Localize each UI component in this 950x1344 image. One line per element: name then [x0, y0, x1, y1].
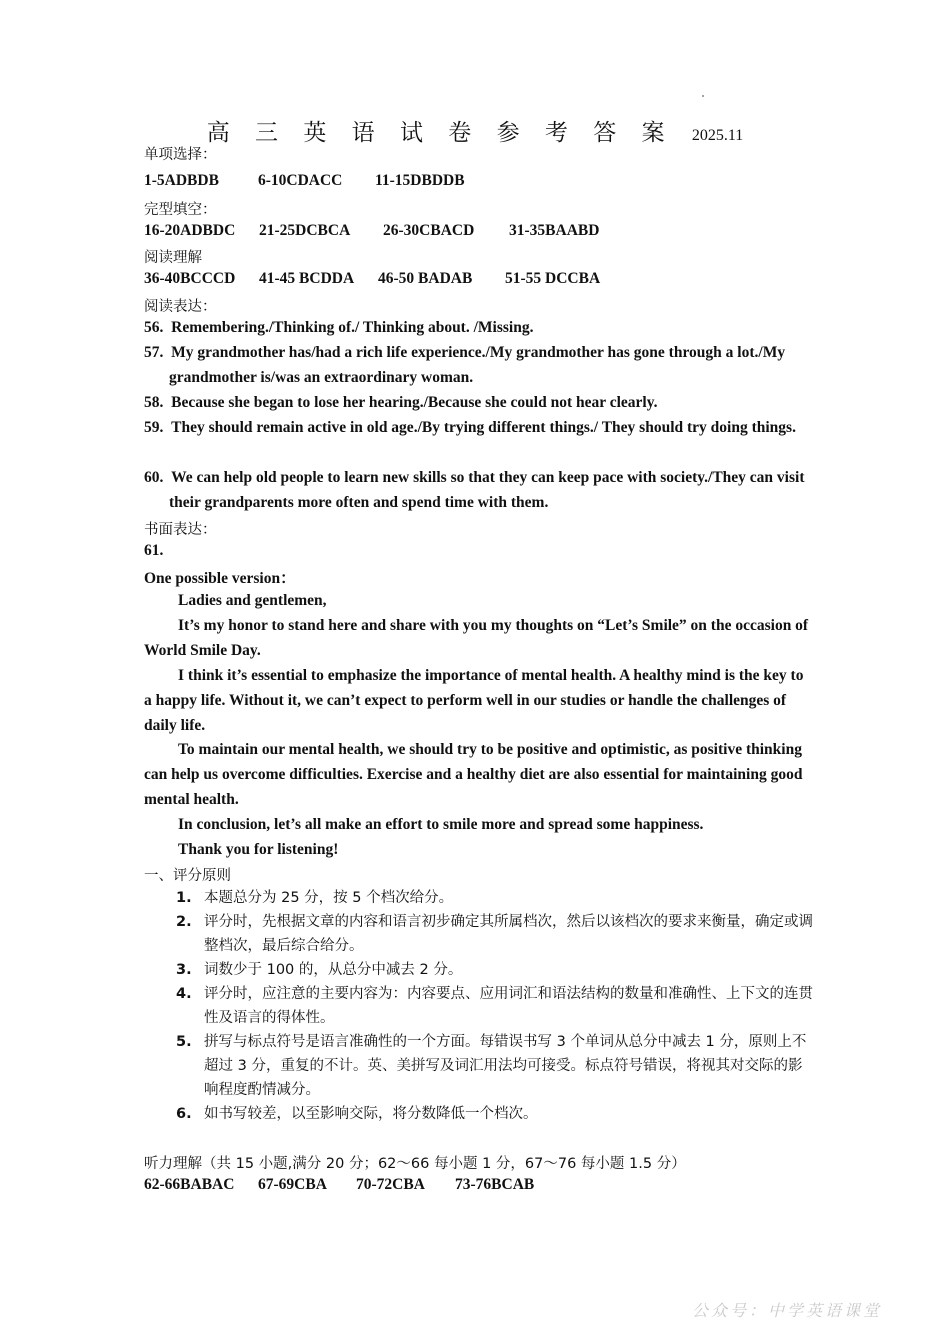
rule-text: 如书写较差，以至影响交际，将分数降低一个档次。: [204, 1106, 538, 1122]
single-choice-answers: [144, 172, 465, 190]
answer-group: 36-40BCCCD: [144, 270, 236, 287]
essay-paragraph: It’s my honor to stand here and share with you my thoughts on “Let’s Smile” on the occasion of World Smile Day.: [144, 617, 809, 659]
version-label: One possible version：: [144, 570, 296, 587]
answer-group: 73-76BCAB: [455, 1176, 535, 1193]
scoring-rule: [176, 1030, 816, 1102]
expression-item-56: [144, 315, 839, 340]
rule-text: 本题总分为 25 分，按 5 个档次给分。: [204, 890, 454, 906]
expression-item-60: [144, 465, 839, 515]
rule-number: 1.: [176, 890, 192, 906]
item-text: Remembering./Thinking of./ Thinking about. /Missing.: [171, 319, 534, 336]
rule-text: 词数少于 100 的，从总分中减去 2 分。: [204, 962, 463, 978]
watermark: 公众号：中学英语课堂: [691, 1301, 882, 1320]
rule-number: 2.: [176, 914, 192, 930]
answer-group: 1-5ADBDB: [144, 172, 219, 189]
single-choice-label: 单项选择：: [144, 147, 217, 163]
answer-group: 11-15DBDDB: [375, 172, 465, 189]
expression-item-59: [144, 415, 839, 440]
writing-number: 61.: [144, 542, 164, 559]
item-text: We can help old people to learn new skills so that they can keep pace with society./They can visit their grandparents more often and spend time with them.: [169, 469, 805, 511]
scoring-rule: [176, 982, 816, 1030]
scan-speck: [702, 95, 704, 97]
answer-group: 41-45 BCDDA: [259, 270, 355, 287]
rule-number: 4.: [176, 986, 192, 1002]
title-date: 2025.11: [691, 127, 744, 144]
essay-paragraph: Thank you for listening!: [178, 841, 339, 858]
writing-label: 书面表达：: [144, 522, 217, 538]
answer-group: 46-50 BADAB: [378, 270, 473, 287]
rule-text: 拼写与标点符号是语言准确性的一个方面。每错误书写 3 个单词从总分中减去 1 分，原则上不超过 3 分，重复的不计。英、美拼写及词汇用法均可接受。标点符号错误，将视其对交际的影响程度酌情减分。: [204, 1034, 807, 1098]
cloze-label: 完型填空：: [144, 202, 217, 218]
rule-text: 评分时，应注意的主要内容为：内容要点、应用词汇和语法结构的数量和准确性、上下文的连贯性及语言的得体性。: [204, 986, 813, 1026]
rule-text: 评分时，先根据文章的内容和语言初步确定其所属档次，然后以该档次的要求来衡量，确定或调整档次，最后综合给分。: [204, 914, 813, 954]
expression-item-58: [144, 390, 839, 415]
scoring-rule: [176, 1102, 816, 1126]
scoring-rule: [176, 958, 816, 982]
answer-group: 31-35BAABD: [509, 222, 600, 239]
expression-item-57: [144, 340, 839, 390]
item-number: 56.: [144, 319, 164, 336]
title-text: 高 三 英 语 试 卷 参 考 答 案: [206, 120, 674, 146]
expression-label: 阅读表达：: [144, 299, 217, 315]
scoring-rule: [176, 886, 816, 910]
answer-group: 70-72CBA: [356, 1176, 425, 1193]
answer-group: 21-25DCBCA: [259, 222, 351, 239]
rule-number: 5.: [176, 1034, 192, 1050]
item-number: 60.: [144, 469, 164, 486]
essay-paragraph: I think it’s essential to emphasize the importance of mental health. A healthy mind is the key to a happy life. Without it, we can’t expect to perform well in our studies or handle the challenges of daily life.: [144, 667, 804, 734]
rule-number: 3.: [176, 962, 192, 978]
item-number: 59.: [144, 419, 164, 436]
item-text: Because she began to lose her hearing./Because she could not hear clearly.: [171, 394, 658, 411]
item-text: My grandmother has/had a rich life experience./My grandmother has gone through a lot./My grandmother is/was an extraordinary woman.: [169, 344, 786, 386]
page-title: [0, 114, 950, 147]
answer-group: 16-20ADBDC: [144, 222, 236, 239]
essay-paragraph: To maintain our mental health, we should try to be positive and optimistic, as positive thinking can help us overcome difficulties. Exercise and a healthy diet are also essential for maintaining good mental health.: [144, 741, 803, 808]
reading-answers: [144, 270, 600, 288]
item-number: 57.: [144, 344, 164, 361]
item-number: 58.: [144, 394, 164, 411]
answer-group: 51-55 DCCBA: [505, 270, 601, 287]
answer-group: 67-69CBA: [258, 1176, 327, 1193]
item-text: They should remain active in old age./By trying different things./ They should try doing things.: [171, 419, 796, 436]
essay-paragraph: In conclusion, let’s all make an effort to smile more and spread some happiness.: [178, 816, 704, 833]
scoring-label: 一、评分原则: [144, 868, 231, 884]
listening-label: 听力理解（共 15 小题,满分 20 分；62～66 每小题 1 分，67～76 每小题 1.5 分）: [144, 1156, 686, 1172]
answer-group: 62-66BABAC: [144, 1176, 235, 1193]
answer-group: 26-30CBACD: [383, 222, 475, 239]
cloze-answers: [144, 222, 599, 240]
listening-answers: [144, 1176, 534, 1194]
answer-group: 6-10CDACC: [258, 172, 343, 189]
scoring-rule: [176, 910, 816, 958]
reading-label: 阅读理解: [144, 250, 202, 266]
rule-number: 6.: [176, 1106, 192, 1122]
essay-paragraph: Ladies and gentlemen,: [178, 592, 327, 609]
scoring-rules: [176, 886, 816, 1126]
